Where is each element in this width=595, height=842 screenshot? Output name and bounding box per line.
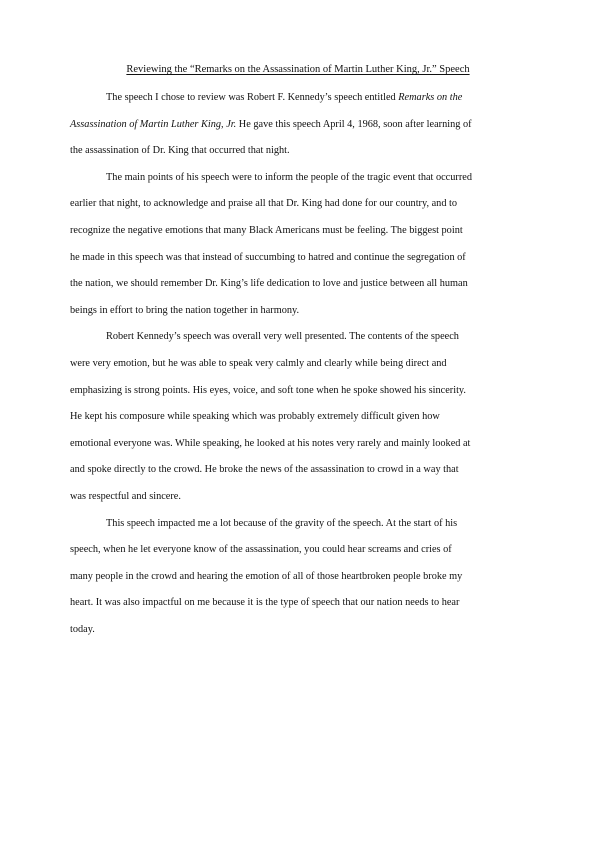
text-run: heart. It was also impactful on me because it is the type of speech that our nation needs to hear (70, 597, 460, 609)
text-line (70, 165, 526, 192)
text-line (70, 457, 526, 484)
body-paragraph (70, 165, 526, 325)
body-paragraph (70, 511, 526, 644)
text-run: This speech impacted me a lot because of the gravity of the speech. At the start of his (106, 517, 458, 529)
document-title-text: Reviewing the “Remarks on the Assassination of Martin Luther King, Jr.” Speech (126, 64, 470, 75)
text-line (70, 324, 526, 351)
text-run: He kept his composure while speaking which was probably extremely difficult given how (70, 411, 440, 423)
text-line (70, 191, 526, 218)
text-run: the nation, we should remember Dr. King’s life dedication to love and justice between all human (70, 278, 468, 290)
text-line (70, 218, 526, 245)
text-run: beings in effort to bring the nation together in harmony. (70, 304, 300, 316)
text-run: many people in the crowd and hearing the emotion of all of those heartbroken people broke my (70, 570, 463, 582)
text-line (70, 537, 526, 564)
text-run: earlier that night, to acknowledge and praise all that Dr. King had done for our country, and to (70, 198, 458, 210)
text-run: The speech I chose to review was Robert F. Kennedy’s speech entitled (106, 92, 399, 103)
text-line (70, 378, 526, 405)
text-line (70, 298, 526, 325)
body-paragraph (70, 85, 526, 165)
text-line (70, 484, 526, 511)
document-title (70, 62, 526, 78)
text-run: The main points of his speech were to inform the people of the tragic event that occurred (106, 171, 472, 183)
text-line (70, 404, 526, 431)
text-line (70, 590, 526, 617)
text-run: recognize the negative emotions that many Black Americans must be feeling. The biggest point (70, 224, 463, 236)
text-run: were very emotion, but he was able to speak very calmly and clearly while being direct and (70, 357, 447, 369)
text-line (70, 431, 526, 458)
text-line (70, 351, 526, 378)
text-line (70, 617, 526, 644)
text-line (70, 245, 526, 272)
text-run: emphasizing is strong points. His eyes, voice, and soft tone when he spoke showed his sincerity. (70, 384, 466, 396)
body-paragraph (70, 324, 526, 510)
text-run: the assassination of Dr. King that occurred that night. (70, 145, 290, 157)
text-line (70, 112, 526, 139)
text-run: and spoke directly to the crowd. He broke the news of the assassination to crowd in a way that (70, 464, 459, 476)
text-run: today. (70, 623, 95, 635)
text-run: emotional everyone was. While speaking, he looked at his notes very rarely and mainly looked at (70, 437, 471, 449)
document-page (70, 62, 526, 643)
speech-title-italic: Assassination of Martin Luther King, Jr. (70, 118, 237, 130)
speech-title-italic: Remarks on the (398, 92, 463, 103)
document-body (70, 85, 526, 643)
text-line (70, 511, 526, 538)
text-run: he made in this speech was that instead of succumbing to hatred and continue the segregation of (70, 251, 466, 263)
text-run: He gave this speech April 4, 1968, soon after learning of (236, 118, 472, 130)
text-line (70, 85, 526, 112)
text-line (70, 271, 526, 298)
text-line (70, 138, 526, 165)
text-run: was respectful and sincere. (70, 490, 181, 502)
text-run: speech, when he let everyone know of the assassination, you could hear screams and cries of (70, 544, 452, 556)
text-run: Robert Kennedy’s speech was overall very well presented. The contents of the speech (106, 331, 459, 343)
text-line (70, 564, 526, 591)
